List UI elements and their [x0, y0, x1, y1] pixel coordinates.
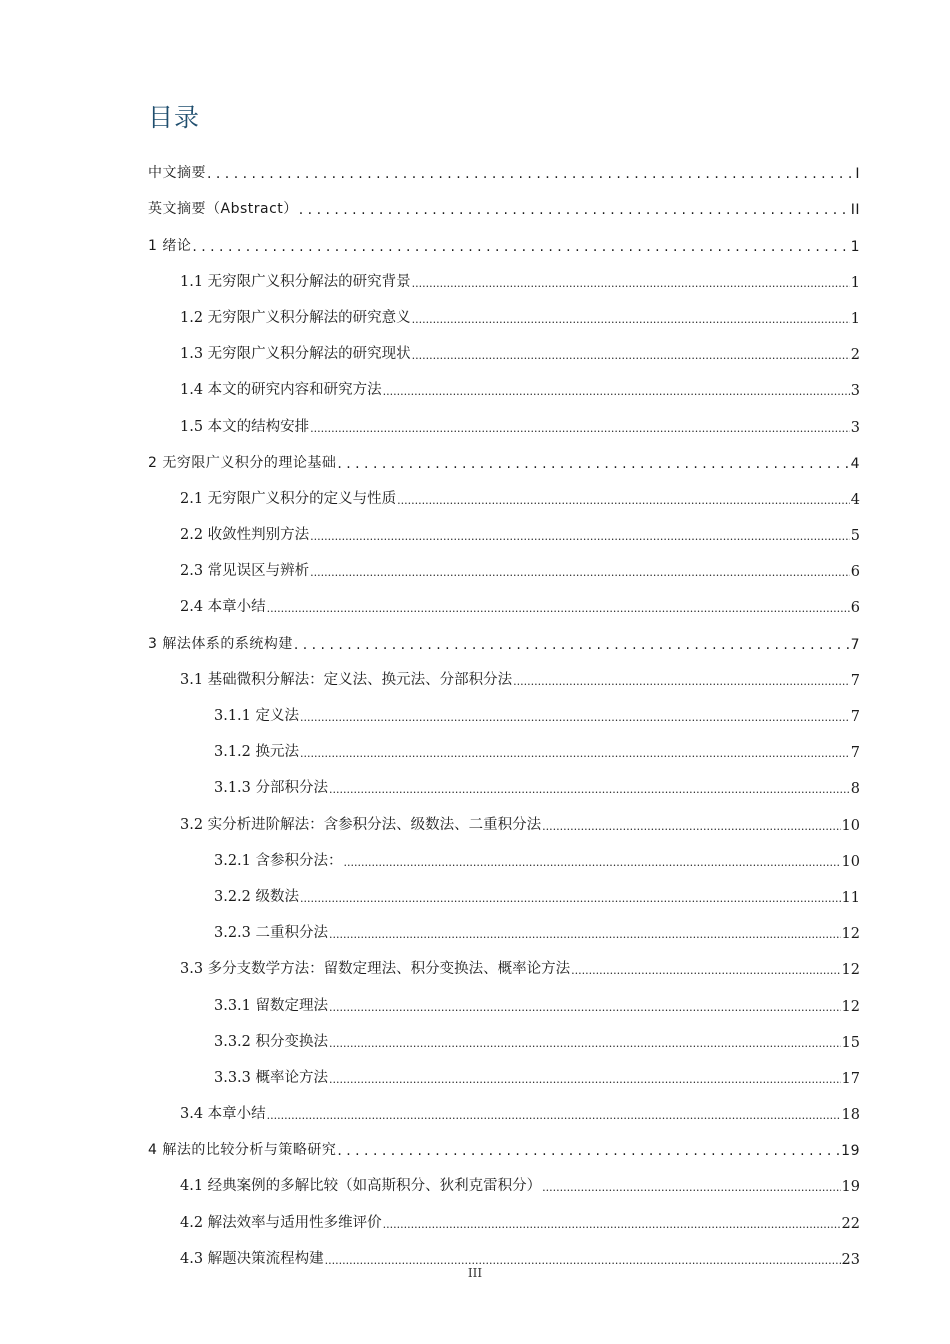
dot-leader — [542, 818, 840, 834]
toc-entry-title: 4 解法的比较分析与策略研究 — [148, 1142, 337, 1159]
toc-entry-title: 2.3 常见误区与辨析 — [180, 563, 310, 580]
toc-entry[interactable] — [148, 182, 860, 218]
toc-entry[interactable] — [148, 327, 860, 363]
dot-leader — [542, 1179, 840, 1195]
toc-entry-title: 2.2 收敛性判别方法 — [180, 527, 310, 544]
toc-entry-page-number: 1 — [850, 238, 860, 255]
toc-entry[interactable] — [148, 761, 860, 797]
toc-entry-title: 2.1 无穷限广义积分的定义与性质 — [180, 490, 397, 507]
toc-entry[interactable] — [148, 1195, 860, 1231]
dot-leader — [383, 383, 850, 399]
toc-entry-page-number: 17 — [841, 1070, 860, 1087]
dot-leader — [310, 528, 850, 544]
dot-leader — [337, 1143, 840, 1159]
toc-entry[interactable] — [148, 978, 860, 1014]
toc-entry-page-number: 4 — [850, 455, 860, 472]
toc-entry-page-number: 7 — [850, 672, 860, 689]
dot-leader — [300, 890, 841, 906]
toc-entry[interactable] — [148, 1087, 860, 1123]
toc-entry-title: 3.2.2 级数法 — [214, 888, 300, 905]
toc-entry-title: 3.3.1 留数定理法 — [214, 997, 329, 1014]
dot-leader — [412, 347, 850, 363]
dot-leader — [329, 926, 841, 942]
toc-entry[interactable] — [148, 363, 860, 399]
dot-leader — [267, 1107, 841, 1123]
toc-entry-page-number: 12 — [841, 998, 860, 1015]
toc-entry-page-number: 3 — [850, 383, 860, 400]
toc-entry-page-number: 15 — [841, 1034, 860, 1051]
toc-entry-page-number: 6 — [850, 564, 860, 581]
toc-entry-title: 1.1 无穷限广义积分解法的研究背景 — [180, 273, 411, 290]
toc-entry-title: 3.2.1 含参积分法： — [214, 852, 343, 869]
toc-heading: 目录 — [148, 103, 201, 132]
toc-entry-title: 3.3 多分支数学方法：留数定理法、积分变换法、概率论方法 — [180, 961, 571, 978]
toc-entry-page-number: 7 — [850, 636, 860, 653]
dot-leader — [329, 1035, 841, 1051]
toc-entry[interactable] — [148, 291, 860, 327]
toc-entry-title: 中文摘要 — [148, 165, 206, 182]
dot-leader — [207, 166, 854, 182]
toc-entry-page-number: 19 — [841, 1143, 860, 1160]
toc-entry[interactable] — [148, 146, 860, 182]
toc-entry-title: 2 无穷限广义积分的理论基础 — [148, 454, 337, 471]
toc-entry-page-number: 7 — [850, 745, 860, 762]
dot-leader — [344, 854, 841, 870]
toc-entry-page-number: I — [855, 166, 860, 183]
toc-entry-page-number: 18 — [841, 1107, 860, 1124]
toc-entry-title: 3.1.1 定义法 — [214, 708, 300, 724]
dot-leader — [412, 275, 850, 291]
toc-entry[interactable] — [148, 1051, 860, 1087]
toc-entry[interactable] — [148, 1159, 860, 1195]
toc-entry-page-number: 19 — [841, 1179, 860, 1196]
page-number-footer: III — [467, 1266, 483, 1280]
toc-entry-title: 1.3 无穷限广义积分解法的研究现状 — [180, 346, 411, 363]
toc-entry-page-number: 8 — [850, 781, 860, 798]
toc-entry-title: 3.3.3 概率论方法 — [214, 1069, 329, 1086]
dot-leader — [300, 745, 850, 761]
toc-entry-page-number: II — [850, 202, 860, 219]
toc-entry[interactable] — [148, 906, 860, 942]
toc-entry-title: 4.1 经典案例的多解比较（如高斯积分、狄利克雷积分） — [180, 1178, 542, 1195]
dot-leader — [300, 709, 850, 725]
dot-leader — [337, 456, 849, 472]
toc-entry[interactable] — [148, 544, 860, 580]
dot-leader — [294, 637, 850, 653]
dot-leader — [267, 600, 850, 616]
toc-entry-page-number: 12 — [841, 926, 860, 943]
toc-entry[interactable] — [148, 508, 860, 544]
dot-leader — [329, 781, 850, 797]
toc-entry-title: 4.2 解法效率与适用性多维评价 — [180, 1214, 382, 1231]
dot-leader — [329, 1071, 841, 1087]
toc-entry[interactable] — [148, 580, 860, 616]
toc-entry[interactable] — [148, 436, 860, 472]
toc-entry[interactable] — [148, 689, 860, 725]
toc-entry[interactable] — [148, 1015, 860, 1051]
toc-entry-title: 3.3.2 积分变换法 — [214, 1033, 329, 1050]
dot-leader — [412, 311, 850, 327]
dot-leader — [299, 202, 850, 218]
toc-entry[interactable] — [148, 1123, 860, 1159]
toc-entry-page-number: 7 — [850, 709, 860, 725]
toc-entry-title: 4.3 解题决策流程构建 — [180, 1250, 324, 1267]
toc-entry-title: 3 解法体系的系统构建 — [148, 635, 293, 652]
toc-entry-title: 2.4 本章小结 — [180, 599, 266, 616]
toc-entry-page-number: 12 — [841, 962, 860, 979]
toc-entry-title: 英文摘要（Abstract） — [148, 201, 298, 218]
dot-leader — [192, 239, 849, 255]
toc-entry-title: 3.1.2 换元法 — [214, 744, 300, 761]
toc-entry-title: 3.2.3 二重积分法 — [214, 925, 329, 942]
toc-entry-page-number: 6 — [850, 600, 860, 617]
toc-entry[interactable] — [148, 653, 860, 689]
toc-entry-title: 3.1.3 分部积分法 — [214, 780, 329, 797]
toc-entry-page-number: 4 — [850, 491, 860, 508]
toc-entry-page-number: 10 — [841, 817, 860, 834]
toc-entry[interactable] — [148, 834, 860, 870]
toc-entry-title: 1.5 本文的结构安排 — [180, 418, 310, 435]
toc-entry-page-number: 10 — [841, 853, 860, 870]
table-of-contents — [148, 146, 860, 1268]
toc-entry-page-number: 1 — [850, 274, 860, 291]
toc-entry-title: 1 绪论 — [148, 237, 192, 254]
toc-entry[interactable] — [148, 870, 860, 906]
dot-leader — [383, 1216, 841, 1232]
toc-entry[interactable] — [148, 616, 860, 652]
dot-leader — [571, 962, 840, 978]
toc-entry-page-number: 22 — [841, 1215, 860, 1232]
toc-entry[interactable] — [148, 725, 860, 761]
toc-entry[interactable] — [148, 472, 860, 508]
toc-entry-page-number: 5 — [850, 528, 860, 545]
toc-entry-page-number: 3 — [850, 419, 860, 436]
dot-leader — [397, 492, 850, 508]
toc-entry[interactable] — [148, 942, 860, 978]
toc-entry-page-number: 11 — [841, 889, 860, 906]
toc-entry[interactable] — [148, 797, 860, 833]
toc-entry-title: 3.4 本章小结 — [180, 1106, 266, 1123]
dot-leader — [513, 673, 850, 689]
toc-entry-page-number: 1 — [850, 310, 860, 327]
dot-leader — [329, 999, 841, 1015]
toc-entry-title: 1.2 无穷限广义积分解法的研究意义 — [180, 309, 411, 326]
toc-entry-title: 1.4 本文的研究内容和研究方法 — [180, 382, 382, 399]
toc-entry-page-number: 23 — [841, 1251, 860, 1268]
dot-leader — [310, 420, 850, 436]
toc-entry-title: 3.1 基础微积分解法：定义法、换元法、分部积分法 — [180, 671, 513, 688]
toc-entry[interactable] — [148, 1232, 860, 1268]
toc-entry-title: 3.2 实分析进阶解法：含参积分法、级数法、二重积分法 — [180, 816, 542, 833]
toc-entry[interactable] — [148, 218, 860, 254]
toc-entry-page-number: 2 — [850, 347, 860, 364]
dot-leader — [310, 564, 850, 580]
toc-entry[interactable] — [148, 255, 860, 291]
toc-entry[interactable] — [148, 399, 860, 435]
